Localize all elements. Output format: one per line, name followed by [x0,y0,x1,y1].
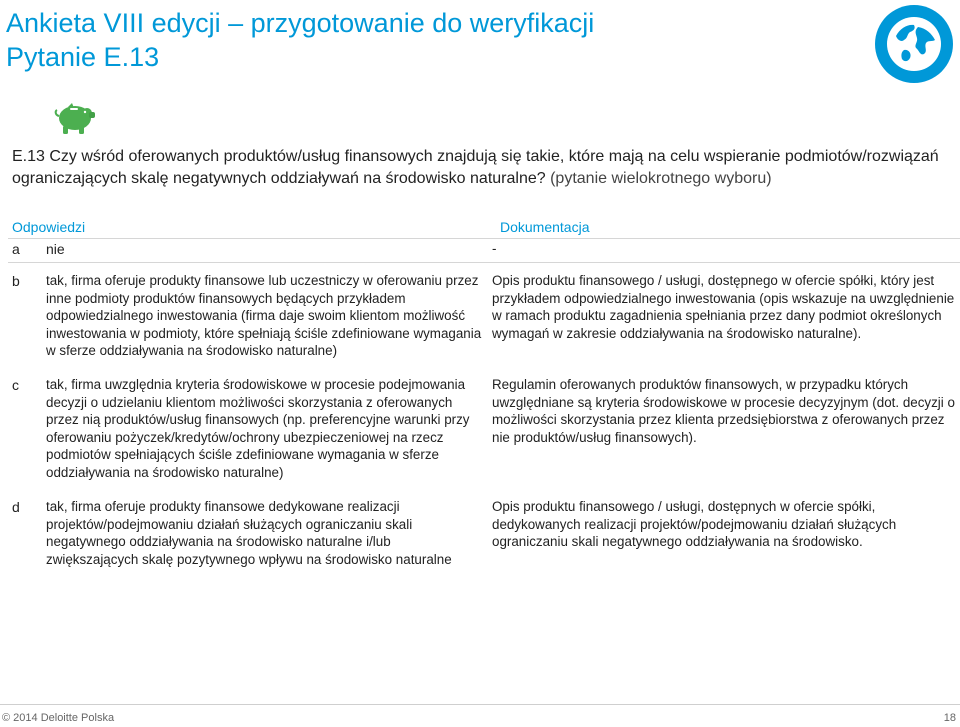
row-doc-b: Opis produktu finansowego / usługi, dostępnego w ofercie spółki, który jest przykładem odpowiedzialnego inwestowania (opis wskazuje na uwzględnienie w ramach produktu zagadnienia spełniania przez dany podmiot określonych wymagań w zakresie oddziaływania na środowisko naturalne). [492,273,955,341]
column-header-documentation: Dokumentacja [500,219,590,235]
row-doc-a: - [492,241,497,256]
row-answer-c: tak, firma uwzględnia kryteria środowiskowe w procesie podejmowania decyzji o udzielaniu klientom możliwości skorzystania z oferowanych przez nią produktów/usług finansowych (np. preferencyjne warunki przy oferowaniu pożyczek/kredytów/ochrony ubezpieczeniowej na rzecz podmiotów spełniających ściśle zdefiniowane wymagania w sferze oddziaływania na środowisko naturalne) [46,377,470,480]
question-text [12,146,952,190]
row-letter-c: c [12,377,19,393]
row-doc-d: Opis produktu finansowego / usługi, dostępnych w ofercie spółki, dedykowanych realizacji projektów/podejmowaniu działań służących ograniczaniu skali negatywnego oddziaływania na środowisko. [492,499,897,549]
row-answer-d: tak, firma oferuje produkty finansowe dedykowane realizacji projektów/podejmowaniu działań służących ograniczaniu skali negatywnego oddziaływania na środowisko naturalne i/lub zwiększających skalę pozytywnego wpływu na środowisko naturalne [46,499,452,567]
question-body: E.13 Czy wśród oferowanych produktów/usług finansowych znajdują się takie, które mają na celu wspieranie podmiotów/rozwiązań ograniczających skalę negatywnych oddziaływań na środowisko naturalne? [12,148,939,187]
question-note: (pytanie wielokrotnego wyboru) [550,170,772,187]
page-number: 18 [943,712,956,724]
footer-copyright: © 2014 Deloitte Polska [2,712,115,724]
globe-icon [874,4,954,84]
row-letter-b: b [12,273,20,289]
row-letter-a: a [12,241,20,257]
page-title: Ankieta VIII edycji – przygotowanie do weryfikacji [6,8,595,38]
row-doc-c: Regulamin oferowanych produktów finansowych, w przypadku których uwzględniane są kryteria środowiskowe w procesie decyzyjnym (dot. decyzji o możliwości skorzystania przez klienta przedsiębiorstwa z oferowanych przez nie produktów/usług finansowych). [492,377,955,445]
piggy-bank-icon [54,102,96,136]
page-subtitle: Pytanie E.13 [6,42,160,72]
row-answer-a: nie [46,241,65,257]
header-divider [8,238,960,239]
row-letter-d: d [12,499,20,515]
column-header-answers: Odpowiedzi [12,219,86,235]
row-answer-b: tak, firma oferuje produkty finansowe lub uczestniczy w oferowaniu przez inne podmioty produktów finansowych będących przykładem odpowiedzialnego inwestowania (firma daje swoim klientom możliwość inwestowania w podmioty, które spełniają ściśle zdefiniowane wymagania w sferze oddziaływania na środowisko naturalne) [46,273,482,358]
footer-divider [0,704,960,705]
row-divider-a [8,262,960,263]
